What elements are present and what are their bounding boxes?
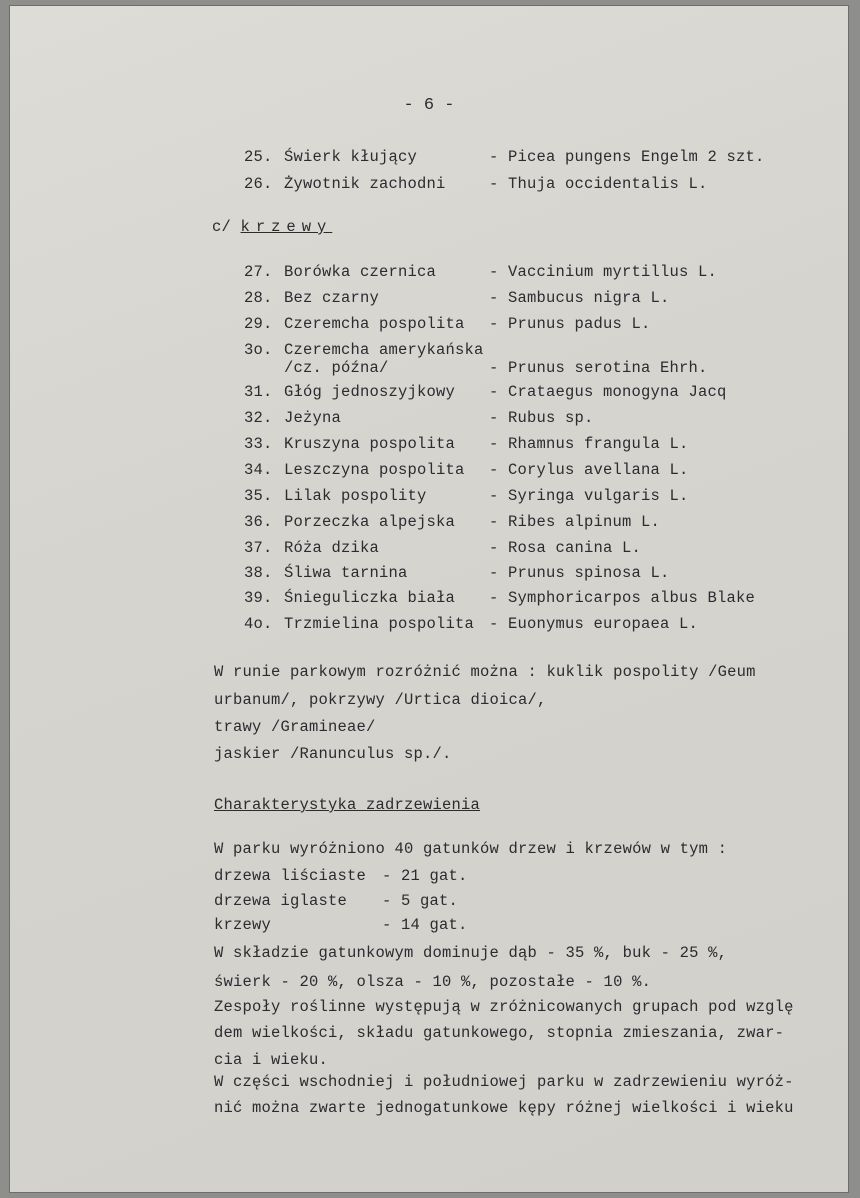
latin-name: - Crataegus monogyna Jacq: [489, 383, 727, 401]
count-row: [214, 892, 614, 910]
item-number: 38.: [244, 564, 273, 582]
item-number: 4o.: [244, 615, 273, 633]
item-number: 31.: [244, 383, 273, 401]
paragraph-line: W części wschodniej i południowej parku w zadrzewieniu wyróż-: [214, 1073, 794, 1091]
latin-name: - Picea pungens Engelm 2 szt.: [489, 148, 765, 166]
item-number: 28.: [244, 289, 273, 307]
item-number: 27.: [244, 263, 273, 281]
latin-name: - Prunus serotina Ehrh.: [489, 359, 708, 377]
item-number: 26.: [244, 175, 273, 193]
count-row: [214, 916, 614, 934]
polish-name: Lilak pospolity: [284, 487, 427, 505]
item-number: 39.: [244, 589, 273, 607]
undergrowth-line: jaskier /Ranunculus sp./.: [214, 745, 452, 763]
polish-name: Czeremcha amerykańska: [284, 341, 484, 359]
polish-name: Bez czarny: [284, 289, 380, 307]
paragraph-line: cia i wieku.: [214, 1051, 329, 1069]
characteristics-heading: Charakterystyka zadrzewienia: [214, 796, 481, 814]
section-title: krzewy: [240, 218, 333, 236]
polish-name: Głóg jednoszyjkowy: [284, 383, 456, 401]
polish-name: Śnieguliczka biała: [284, 589, 456, 607]
polish-name: Porzeczka alpejska: [284, 513, 456, 531]
latin-name: - Euonymus europaea L.: [489, 615, 699, 633]
count-label: krzewy: [214, 916, 272, 934]
item-number: 29.: [244, 315, 273, 333]
polish-name: Borówka czernica: [284, 263, 437, 281]
latin-name: - Ribes alpinum L.: [489, 513, 661, 531]
latin-name: - Rosa canina L.: [489, 539, 642, 557]
paragraph-line: W składzie gatunkowym dominuje dąb - 35 %, buk - 25 %,: [214, 944, 728, 962]
latin-name: - Symphoricarpos albus Blake: [489, 589, 756, 607]
latin-name: - Corylus avellana L.: [489, 461, 689, 479]
count-label: drzewa iglaste: [214, 892, 348, 910]
polish-name: Leszczyna pospolita: [284, 461, 465, 479]
polish-name: Jeżyna: [284, 409, 342, 427]
page-number: - 6 -: [403, 96, 455, 115]
paragraph-line: świerk - 20 %, olsza - 10 %, pozostałe - 10 %.: [214, 973, 652, 991]
latin-name: - Vaccinium myrtillus L.: [489, 263, 718, 281]
latin-name: - Rubus sp.: [489, 409, 594, 427]
polish-name: Trzmielina pospolita: [284, 615, 475, 633]
count-row: [214, 867, 614, 885]
undergrowth-line: urbanum/, pokrzywy /Urtica dioica/,: [214, 691, 547, 709]
latin-name: - Prunus spinosa L.: [489, 564, 670, 582]
latin-name: - Syringa vulgaris L.: [489, 487, 689, 505]
latin-name: - Sambucus nigra L.: [489, 289, 670, 307]
summary-intro: W parku wyróżniono 40 gatunków drzew i krzewów w tym :: [214, 840, 728, 858]
item-number: 25.: [244, 148, 273, 166]
latin-name: - Rhamnus frangula L.: [489, 435, 689, 453]
item-number: 34.: [244, 461, 273, 479]
undergrowth-line: W runie parkowym rozróżnić można : kuklik pospolity /Geum: [214, 663, 756, 681]
polish-name: Żywotnik zachodni: [284, 175, 446, 193]
polish-name: Kruszyna pospolita: [284, 435, 456, 453]
polish-name: Róża dzika: [284, 539, 380, 557]
count-value: - 5 gat.: [382, 892, 459, 910]
section-heading: [212, 218, 332, 236]
latin-name: - Thuja occidentalis L.: [489, 175, 708, 193]
item-number: 36.: [244, 513, 273, 531]
count-value: - 14 gat.: [382, 916, 468, 934]
latin-name: - Prunus padus L.: [489, 315, 651, 333]
count-label: drzewa liściaste: [214, 867, 367, 885]
item-number: 3o.: [244, 341, 273, 359]
paragraph-line: dem wielkości, składu gatunkowego, stopnia zmieszania, zwar-: [214, 1024, 785, 1042]
polish-name: Czeremcha pospolita: [284, 315, 465, 333]
polish-name: Świerk kłujący: [284, 148, 418, 166]
undergrowth-line: trawy /Gramineae/: [214, 718, 376, 736]
item-number: 32.: [244, 409, 273, 427]
section-prefix: c/: [212, 218, 232, 236]
polish-name: Śliwa tarnina: [284, 564, 408, 582]
count-value: - 21 gat.: [382, 867, 468, 885]
item-number: 37.: [244, 539, 273, 557]
polish-name-note: /cz. późna/: [284, 359, 389, 377]
item-number: 35.: [244, 487, 273, 505]
item-number: 33.: [244, 435, 273, 453]
document-page: [10, 6, 848, 1192]
paragraph-line: nić można zwarte jednogatunkowe kępy różnej wielkości i wieku: [214, 1099, 794, 1117]
paragraph-line: Zespoły roślinne występują w zróżnicowanych grupach pod wzglę: [214, 998, 794, 1016]
